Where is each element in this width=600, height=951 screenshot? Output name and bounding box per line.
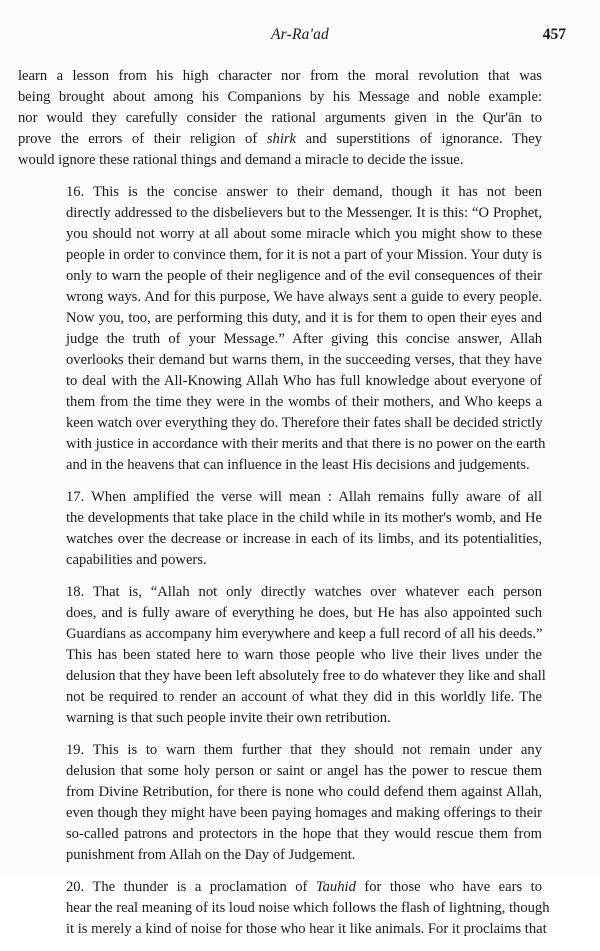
- text-line: judge the truth of your Message.” After giving this concise answer, Allah: [66, 331, 542, 347]
- text-line: warning is that such people invite their own retribution.: [66, 710, 391, 726]
- paragraph: [18, 877, 550, 940]
- text-line: them from the time they were in the wombs of their mothers, and Who keeps a: [66, 394, 542, 410]
- running-title: Ar-Ra'ad: [271, 26, 329, 43]
- paragraph: [18, 487, 542, 571]
- text-line: Now you, too, are performing this duty, and it is for them to open their eyes and: [66, 310, 542, 326]
- text-line: being brought about among his Companions by his Message and noble example:: [18, 89, 542, 105]
- text-line: even though they might have been paying homages and making offerings to their: [66, 805, 542, 821]
- paragraph: [18, 182, 546, 476]
- paragraph: [18, 740, 542, 866]
- text-line: [18, 877, 542, 898]
- page-header: [18, 26, 582, 50]
- page-body: [18, 66, 550, 951]
- text-line: with justice in accordance with their merits and that there is no power on the earth: [66, 436, 546, 452]
- text-line: [18, 129, 542, 150]
- text-line: people in order to convince them, for it is not a part of your Mission. Your duty is: [66, 247, 542, 263]
- text-line: watches over the decrease or increase in each of its limbs, and its potentialities,: [66, 531, 542, 547]
- text-line: from Divine Retribution, for there is none who could defend them against Allah,: [66, 784, 542, 800]
- text-line: hear the real meaning of its loud noise which follows the flash of lightning, though: [66, 900, 550, 916]
- text-line: the developments that take place in the child while in its mother's womb, and He: [66, 510, 542, 526]
- text-line: and in the heavens that can influence in the least His decisions and judgements.: [66, 457, 530, 473]
- text-line: you should not worry at all about some miracle which you might show to these: [66, 226, 542, 242]
- text-line: punishment from Allah on the Day of Judgement.: [66, 847, 356, 863]
- text-line: 16. This is the concise answer to their demand, though it has not been: [66, 184, 542, 200]
- text-line: directly addressed to the disbelievers but to the Messenger. It is this: “O Prophet,: [66, 205, 542, 221]
- text-line: does, and is fully aware of everything he does, but He has also appointed such: [66, 605, 542, 621]
- text-line: This has been stated here to warn those people who live their lives under the: [66, 647, 542, 663]
- text-line: so-called patrons and protectors in the hope that they would rescue them from: [66, 826, 542, 842]
- text-line: capabilities and powers.: [66, 552, 207, 568]
- italic-term: Tauhid: [315, 879, 356, 895]
- text-line: not be required to render an account of what they did in this worldly life. The: [66, 689, 542, 705]
- page-number: 457: [542, 26, 566, 43]
- text-line: it is merely a kind of noise for those who hear it like animals. For it proclaims that: [66, 921, 547, 937]
- text-line: would ignore these rational things and demand a miracle to decide the issue.: [18, 152, 464, 168]
- text-line: Guardians as accompany him everywhere and keep a full record of all his deeds.”: [66, 626, 543, 642]
- text-run: 20. The thunder is a proclamation of: [66, 879, 316, 895]
- text-line: 19. This is to warn them further that they should not remain under any: [66, 742, 542, 758]
- text-run: prove the errors of their religion of: [18, 131, 267, 147]
- text-line: delusion that some holy person or saint or angel has the power to rescue them: [66, 763, 542, 779]
- text-line: wrong ways. And for this purpose, We have always sent a guide to every people.: [66, 289, 542, 305]
- text-line: to deal with the All-Knowing Allah Who has full knowledge about everyone of: [66, 373, 542, 389]
- paragraph: [18, 66, 542, 171]
- paragraph: [18, 582, 546, 729]
- text-run: for those who have ears to: [355, 879, 542, 895]
- text-line: only to warn the people of their negligence and of the evil consequences of their: [66, 268, 542, 284]
- text-line: overlooks their demand but warns them, in the succeeding verses, that they have: [66, 352, 542, 368]
- text-run: and superstitions of ignorance. They: [296, 131, 543, 147]
- text-line: delusion that they have been left absolutely free to do whatever they like and shall: [66, 668, 546, 684]
- text-line: learn a lesson from his high character nor from the moral revolution that was: [18, 68, 542, 84]
- italic-term: shirk: [266, 131, 297, 147]
- text-line: 18. That is, “Allah not only directly watches over whatever each person: [66, 584, 542, 600]
- text-line: nor would they carefully consider the rational arguments given in the Qur'ān to: [18, 110, 542, 126]
- text-line: 17. When amplified the verse will mean : Allah remains fully aware of all: [66, 489, 542, 505]
- text-line: keen watch over everything they do. Therefore their fates shall be decided strictly: [66, 415, 543, 431]
